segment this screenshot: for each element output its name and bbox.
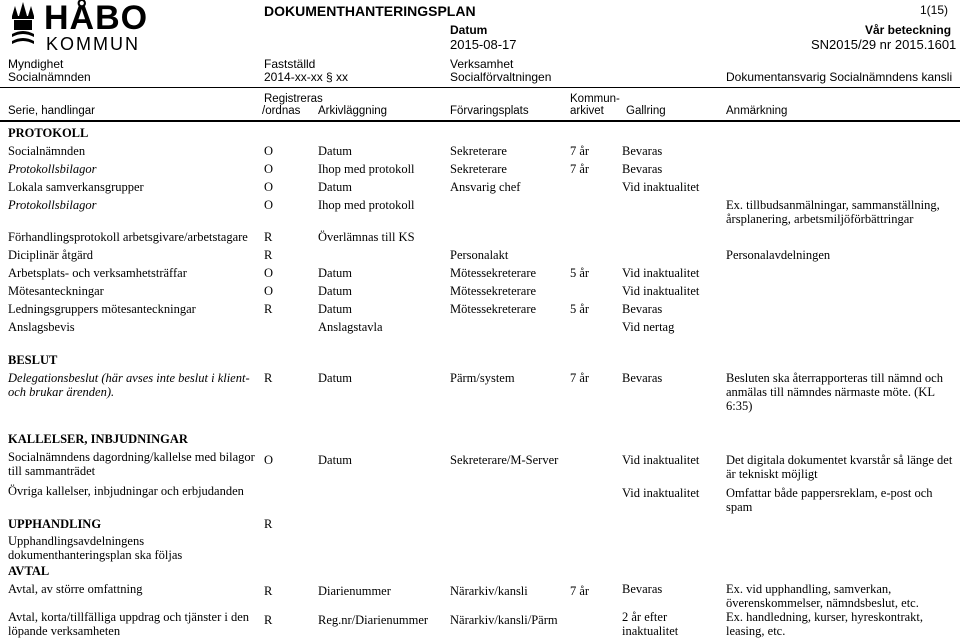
cell-archive: Reg.nr/Diarienummer xyxy=(318,613,429,627)
cell-disposal: Vid inaktualitet xyxy=(622,180,700,194)
cell-archive: Datum xyxy=(318,284,353,298)
section-heading: BESLUT xyxy=(8,353,58,367)
responsible-value: Dokumentansvarig Socialnämndens kansli xyxy=(726,70,953,84)
cell-register: O xyxy=(264,453,274,467)
cell-storage: Mötessekreterare xyxy=(450,266,537,280)
cell-note: Besluten ska återrapporteras till nämnd och anmälas till nämndes närmaste möte. (KL 6:35) xyxy=(726,371,943,413)
approved-label: Fastställd xyxy=(264,57,316,71)
cell-archive: Diarienummer xyxy=(318,584,391,598)
date-label: Datum xyxy=(450,23,488,37)
cell-note: Ex. tillbudsanmälningar, sammanställning, årsplanering, arbetsmiljöförbättringar xyxy=(726,198,940,226)
cell-series: Protokollsbilagor xyxy=(8,198,97,212)
cell-register: R xyxy=(264,584,273,598)
cell-note: Omfattar både pappersreklam, e-post och spam xyxy=(726,486,933,514)
cell-disposal: 2 år efter inaktualitet xyxy=(622,610,679,638)
cell-municipal: 7 år xyxy=(570,144,590,158)
col-register-2: /ordnas xyxy=(262,105,301,117)
cell-series: Delegationsbeslut (här avses inte beslut i klient- och brukar ärenden). xyxy=(8,371,250,399)
cell-disposal: Bevaras xyxy=(622,582,663,596)
cell-series: Anslagsbevis xyxy=(8,320,75,334)
logo-text-kommun: KOMMUN xyxy=(46,34,140,54)
cell-disposal: Bevaras xyxy=(622,302,663,316)
cell-register: R xyxy=(264,371,273,385)
cell-municipal: 7 år xyxy=(570,584,590,598)
cell-municipal: 5 år xyxy=(570,266,590,280)
cell-series: Mötesanteckningar xyxy=(8,284,104,298)
cell-storage: Sekreterare/M-Server xyxy=(450,453,559,467)
cell-disposal: Vid inaktualitet xyxy=(622,266,700,280)
cell-archive: Ihop med protokoll xyxy=(318,162,415,176)
cell-note: Ex. vid upphandling, samverkan, överenskommelser, nämndsbeslut, etc. xyxy=(726,582,919,610)
cell-series: Diciplinär åtgärd xyxy=(8,248,94,262)
col-disposal: Gallring xyxy=(626,105,666,117)
cell-series: Avtal, av större omfattning xyxy=(8,582,143,596)
cell-storage: Mötessekreterare xyxy=(450,284,537,298)
cell-series: Övriga kallelser, inbjudningar och erbjudanden xyxy=(8,484,244,498)
divider xyxy=(0,120,960,122)
cell-series: Socialnämnden xyxy=(8,144,86,158)
cell-archive: Datum xyxy=(318,180,353,194)
section-heading: AVTAL xyxy=(8,564,50,578)
cell-storage: Mötessekreterare xyxy=(450,302,537,316)
cell-disposal: Bevaras xyxy=(622,144,663,158)
cell-series: Socialnämndens dagordning/kallelse med bilagor till sammanträdet xyxy=(8,450,255,478)
cell-register: O xyxy=(264,198,274,212)
cell-note: Det digitala dokumentet kvarstår så länge det är tekniskt möjligt xyxy=(726,453,953,481)
cell-series: Arbetsplats- och verksamhetsträffar xyxy=(8,266,187,280)
cell-series: Upphandlingsavdelningens dokumenthanteringsplan ska följas xyxy=(8,534,183,562)
cell-register: R xyxy=(264,613,273,627)
divider xyxy=(0,87,960,88)
col-municipal-2: arkivet xyxy=(570,105,604,117)
col-series: Serie, handlingar xyxy=(8,105,95,117)
cell-note: Ex. handledning, kurser, hyreskontrakt, leasing, etc. xyxy=(726,610,924,638)
cell-archive: Datum xyxy=(318,453,353,467)
document-title: DOKUMENTHANTERINGSPLAN xyxy=(264,3,476,19)
col-archive: Arkivläggning xyxy=(318,105,388,117)
col-municipal-1: Kommun- xyxy=(570,93,620,105)
section-heading: PROTOKOLL xyxy=(8,126,89,140)
cell-storage: Sekreterare xyxy=(450,162,507,176)
cell-note: Personalavdelningen xyxy=(726,248,831,262)
cell-archive: Datum xyxy=(318,266,353,280)
cell-disposal: Vid inaktualitet xyxy=(622,453,700,467)
cell-archive: Anslagstavla xyxy=(318,320,383,334)
cell-series: Avtal, korta/tillfälliga uppdrag och tjänster i den löpande verksamheten xyxy=(8,610,250,638)
cell-register: R xyxy=(264,248,273,262)
cell-archive: Datum xyxy=(318,371,353,385)
logo-text-habo: HÅBO xyxy=(44,0,149,37)
cell-municipal: 7 år xyxy=(570,371,590,385)
cell-storage: Närarkiv/kansli/Pärm xyxy=(450,613,558,627)
cell-archive: Ihop med protokoll xyxy=(318,198,415,212)
cell-register: O xyxy=(264,180,274,194)
cell-series: Protokollsbilagor xyxy=(8,162,97,176)
col-note: Anmärkning xyxy=(726,105,788,117)
date-value: 2015-08-17 xyxy=(450,37,517,52)
reference-value: SN2015/29 nr 2015.1601 xyxy=(811,37,957,52)
section-heading: UPPHANDLING xyxy=(8,517,102,531)
cell-archive: Överlämnas till KS xyxy=(318,230,415,244)
cell-storage: Ansvarig chef xyxy=(450,180,521,194)
cell-storage: Närarkiv/kansli xyxy=(450,584,528,598)
col-storage: Förvaringsplats xyxy=(450,105,529,117)
cell-municipal: 7 år xyxy=(570,162,590,176)
section-heading: KALLELSER, INBJUDNINGAR xyxy=(8,432,188,446)
cell-disposal: Vid nertag xyxy=(622,320,675,334)
cell-storage: Pärm/system xyxy=(450,371,515,385)
cell-register: R xyxy=(264,517,273,531)
col-register-1: Registreras xyxy=(264,93,323,105)
cell-disposal: Vid inaktualitet xyxy=(622,486,700,500)
cell-series: Förhandlingsprotokoll arbetsgivare/arbetstagare xyxy=(8,230,248,244)
authority-value: Socialnämnden xyxy=(8,70,91,84)
cell-disposal: Vid inaktualitet xyxy=(622,284,700,298)
cell-series: Ledningsgruppers mötesanteckningar xyxy=(8,302,196,316)
cell-disposal: Bevaras xyxy=(622,162,663,176)
page-number: 1(15) xyxy=(920,3,949,17)
authority-label: Myndighet xyxy=(8,57,64,71)
operation-label: Verksamhet xyxy=(450,57,514,71)
cell-register: R xyxy=(264,302,273,316)
cell-register: O xyxy=(264,266,274,280)
cell-storage: Personalakt xyxy=(450,248,509,262)
cell-archive: Datum xyxy=(318,144,353,158)
cell-register: O xyxy=(264,144,274,158)
cell-storage: Sekreterare xyxy=(450,144,507,158)
cell-disposal: Bevaras xyxy=(622,371,663,385)
cell-series: Lokala samverkansgrupper xyxy=(8,180,144,194)
cell-municipal: 5 år xyxy=(570,302,590,316)
cell-register: O xyxy=(264,162,274,176)
cell-register: O xyxy=(264,284,274,298)
approved-value: 2014-xx-xx § xx xyxy=(264,70,349,84)
cell-register: R xyxy=(264,230,273,244)
reference-label: Vår beteckning xyxy=(865,23,952,37)
operation-value: Socialförvaltningen xyxy=(450,70,552,84)
cell-archive: Datum xyxy=(318,302,353,316)
